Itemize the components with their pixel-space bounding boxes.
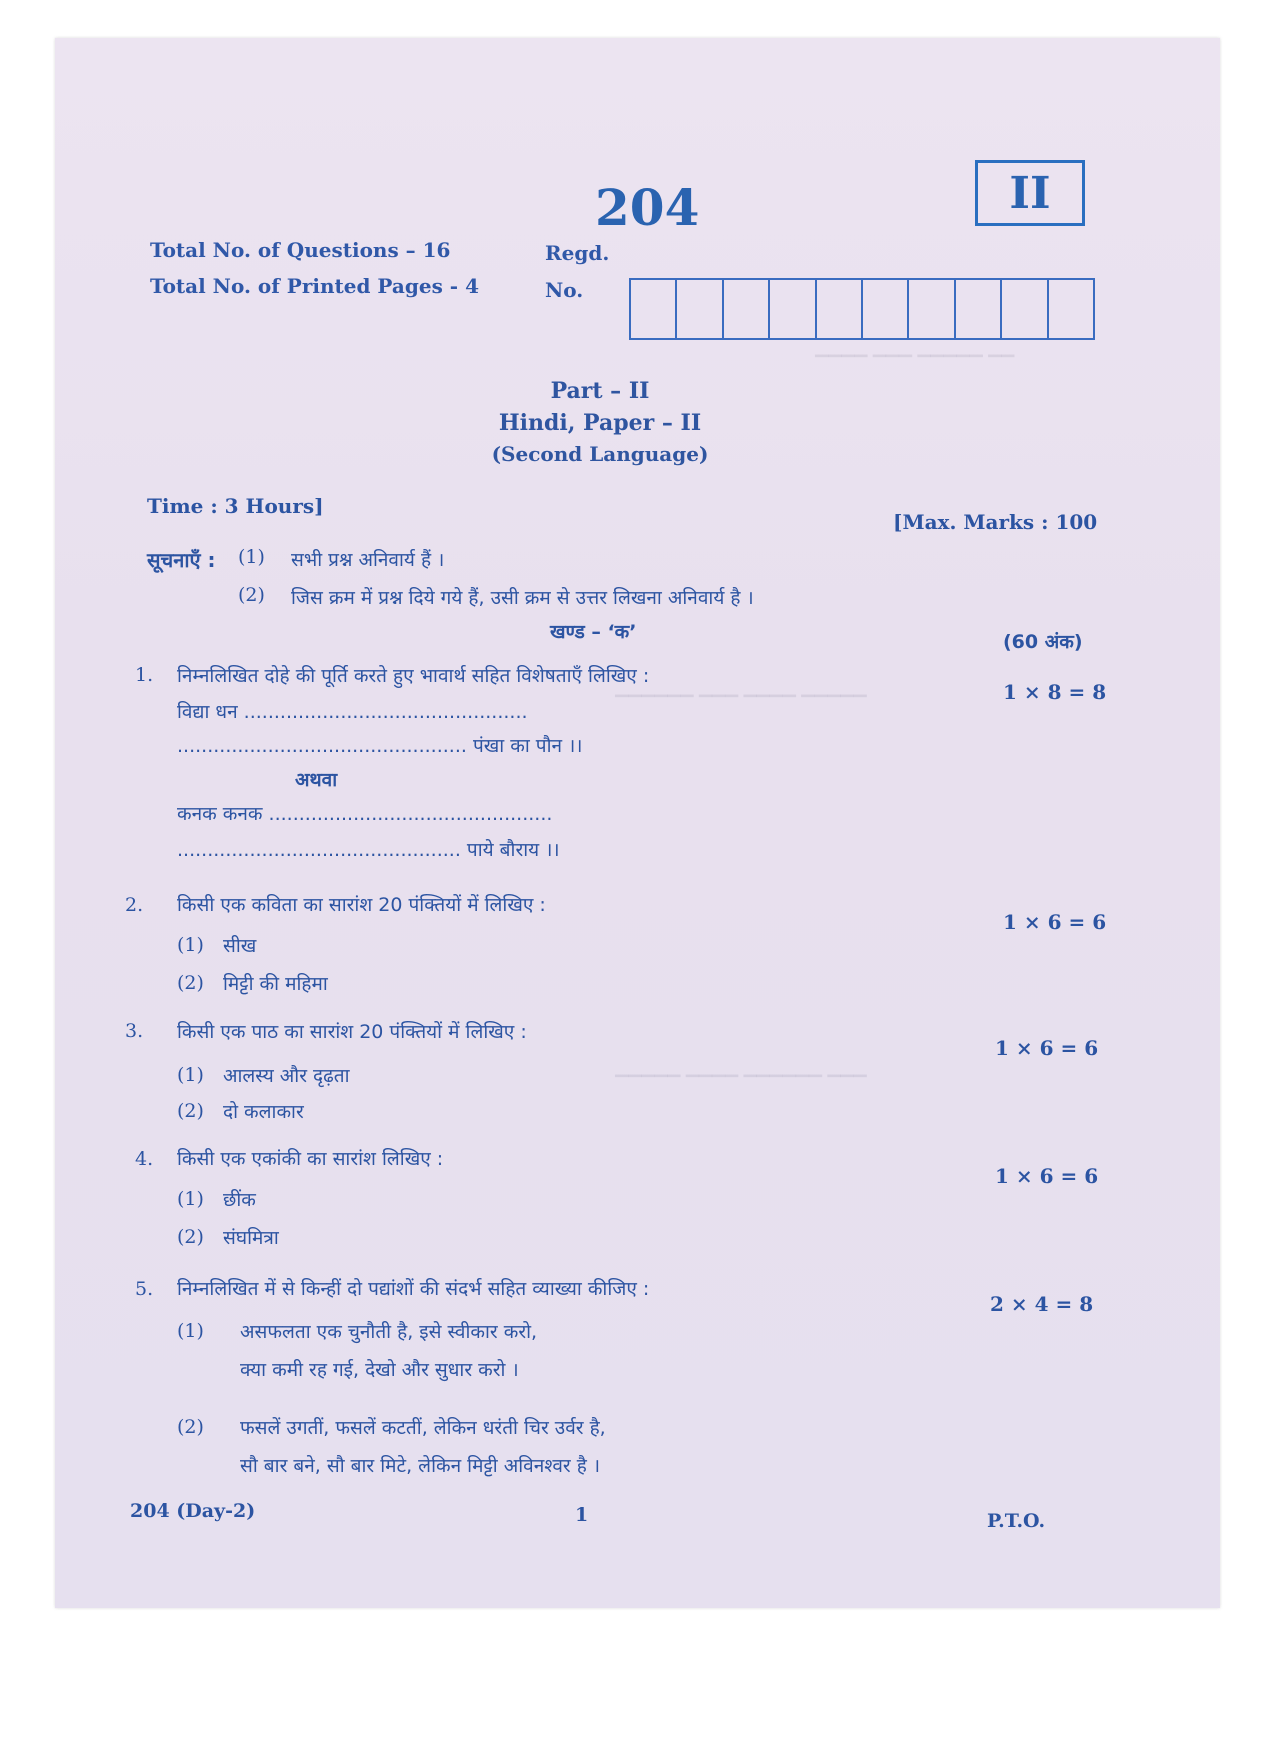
or-label: अथवा — [295, 769, 338, 791]
max-marks: [Max. Marks : 100 — [893, 510, 1098, 534]
couplet-line: ................................................ पंखा का पौन ।। — [177, 735, 583, 757]
regd-box[interactable] — [631, 280, 677, 338]
question-text: निम्नलिखित दोहे की पूर्ति करते हुए भावार्थ सहित विशेषताएँ लिखिए : — [177, 665, 650, 687]
option-num: (2) — [177, 972, 204, 994]
option-text: संघमित्रा — [223, 1227, 279, 1249]
option-text: आलस्य और दृढ़ता — [223, 1065, 350, 1087]
passage-line: फसलें उगतीं, फसलें कटतीं, लेकिन धरंती चिर उर्वर है, — [240, 1417, 606, 1439]
page-number: 1 — [575, 1504, 589, 1526]
option-text: दो कलाकार — [223, 1101, 304, 1123]
couplet-line: विद्या धन ............................................... — [177, 701, 528, 723]
question-number: 1. — [135, 664, 154, 686]
option-num: (1) — [177, 1064, 204, 1086]
regd-box[interactable] — [724, 280, 770, 338]
question-text: किसी एक पाठ का सारांश 20 पंक्तियों में लिखिए : — [177, 1021, 527, 1043]
option-num: (1) — [177, 934, 204, 956]
subject-title: Hindi, Paper – II — [498, 410, 702, 436]
bleed-through: ▁▁▁▁▁ ▁▁▁▁ ▁▁▁▁▁▁ ▁▁▁ — [615, 1058, 867, 1078]
question-number: 2. — [125, 894, 144, 916]
paper-code: 204 — [595, 178, 700, 237]
regd-box[interactable] — [1049, 280, 1093, 338]
total-pages: Total No. of Printed Pages - 4 — [150, 274, 479, 298]
instruction-num: (2) — [238, 584, 265, 606]
passage-line: असफलता एक चुनौती है, इसे स्वीकार करो, — [240, 1321, 538, 1343]
language-title: (Second Language) — [491, 442, 709, 466]
registration-number-boxes[interactable] — [629, 278, 1095, 340]
question-number: 3. — [125, 1020, 144, 1042]
question-text: किसी एक एकांकी का सारांश लिखिए : — [177, 1148, 444, 1170]
option-text: छींक — [223, 1189, 256, 1211]
question-marks: 1 × 8 = 8 — [1003, 680, 1107, 704]
part-title: Part – II — [550, 378, 650, 404]
regd-box[interactable] — [1002, 280, 1048, 338]
option-num: (2) — [177, 1226, 204, 1248]
regd-label: Regd. — [545, 241, 610, 265]
regd-box[interactable] — [770, 280, 816, 338]
passage-line: क्या कमी रह गई, देखो और सुधार करो । — [240, 1359, 519, 1381]
question-number: 5. — [135, 1278, 154, 1300]
passage-num: (2) — [177, 1416, 204, 1438]
time-label: Time : 3 Hours] — [147, 494, 324, 518]
couplet-line: कनक कनक ............................................... — [177, 803, 553, 825]
total-questions: Total No. of Questions – 16 — [150, 238, 451, 262]
regd-box[interactable] — [817, 280, 863, 338]
regd-box[interactable] — [909, 280, 955, 338]
pto-label: P.T.O. — [987, 1510, 1046, 1532]
question-marks: 2 × 4 = 8 — [990, 1292, 1094, 1316]
exam-paper-sheet — [55, 38, 1220, 1608]
question-marks: 1 × 6 = 6 — [995, 1164, 1099, 1188]
regd-box[interactable] — [863, 280, 909, 338]
regd-no-label: No. — [545, 278, 584, 302]
passage-line: सौ बार बने, सौ बार मिटे, लेकिन मिट्टी अविनश्वर है । — [240, 1455, 601, 1477]
footer-code: 204 (Day-2) — [130, 1500, 256, 1522]
instructions-label: सूचनाएँ : — [147, 548, 216, 572]
question-number: 4. — [135, 1148, 154, 1170]
couplet-line: ............................................... पाये बौराय ।। — [177, 839, 560, 861]
option-text: सीख — [223, 935, 257, 957]
question-text: निम्नलिखित में से किन्हीं दो पद्यांशों की संदर्भ सहित व्याख्या कीजिए : — [177, 1278, 650, 1300]
instruction-text: जिस क्रम में प्रश्न दिये गये हैं, उसी क्रम से उत्तर लिखना अनिवार्य है । — [291, 587, 754, 609]
regd-box[interactable] — [956, 280, 1002, 338]
instruction-num: (1) — [238, 546, 265, 568]
part-box: II — [975, 160, 1085, 226]
section-heading: खण्ड – ‘क’ — [550, 621, 637, 643]
question-text: किसी एक कविता का सारांश 20 पंक्तियों में लिखिए : — [177, 894, 546, 916]
bleed-through: ▁▁▁▁▁▁ ▁▁▁ ▁▁▁▁ ▁▁▁▁▁ — [615, 678, 867, 698]
option-num: (1) — [177, 1188, 204, 1210]
question-marks: 1 × 6 = 6 — [995, 1036, 1099, 1060]
passage-num: (1) — [177, 1320, 204, 1342]
instruction-text: सभी प्रश्न अनिवार्य हैं । — [291, 549, 445, 571]
option-num: (2) — [177, 1100, 204, 1122]
regd-box[interactable] — [677, 280, 723, 338]
option-text: मिट्टी की महिमा — [223, 973, 328, 995]
bleed-through: ▁▁▁▁ ▁▁▁ ▁▁▁▁▁ ▁▁ — [815, 338, 1015, 358]
section-marks: (60 अंक) — [1003, 631, 1083, 653]
question-marks: 1 × 6 = 6 — [1003, 910, 1107, 934]
